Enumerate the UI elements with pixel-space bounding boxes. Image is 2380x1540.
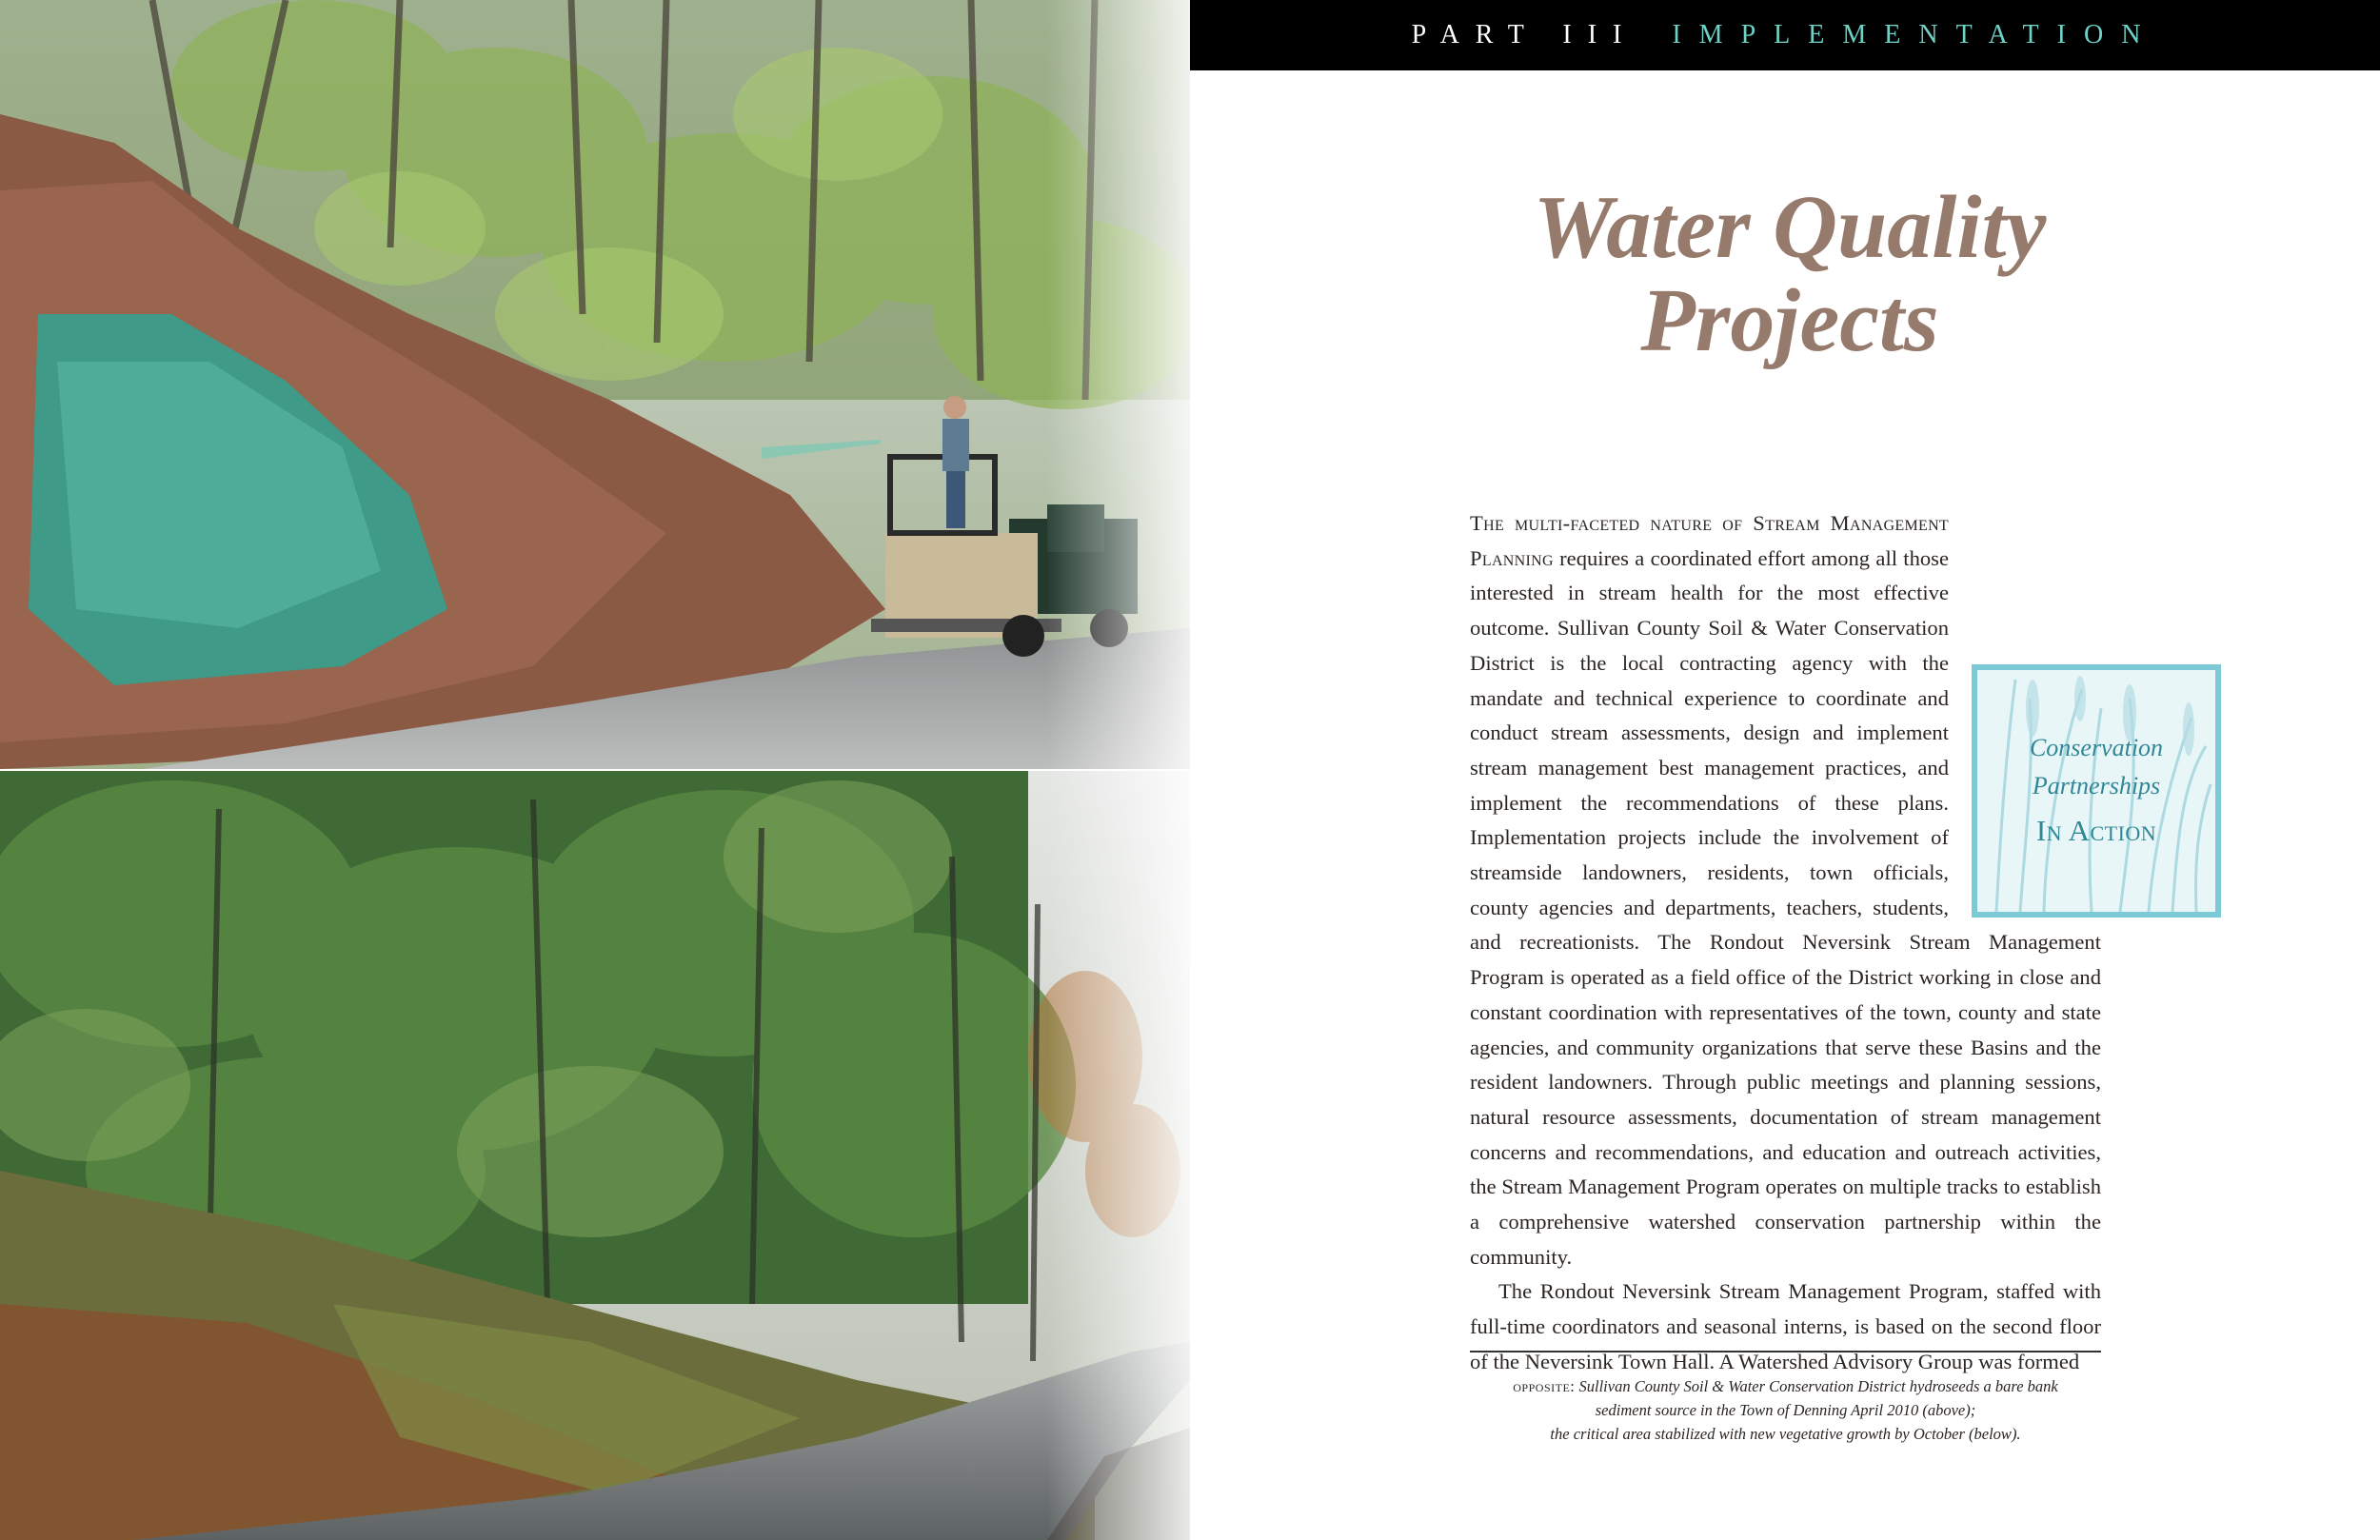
conservation-partnerships-badge bbox=[1972, 664, 2221, 918]
badge-line-2: Partnerships bbox=[2032, 772, 2161, 800]
badge-line-3: In Action bbox=[2035, 814, 2157, 847]
caption-line-3: the critical area stabilized with new vegetative growth by October (below). bbox=[1550, 1425, 2021, 1443]
header-section-label: IMPLEMENTATION bbox=[1672, 20, 2159, 49]
caption-line-1 bbox=[1470, 1374, 2101, 1398]
paragraph-2: The Rondout Neversink Stream Management Program, staffed with full-time coordinators and seasonal interns, is based on the second floor of the Neversink Town Hall. A Watershed Advisory Group was formed bbox=[1470, 1279, 2101, 1373]
body-text bbox=[1470, 506, 2164, 1380]
photo-caption bbox=[1470, 1374, 2101, 1446]
caption-line-2: sediment source in the Town of Denning April 2010 (above); bbox=[1595, 1401, 1976, 1419]
badge-text bbox=[1977, 729, 2215, 855]
stabilized-slope-photo-illustration bbox=[0, 771, 1190, 1540]
hydroseeding-photo-illustration bbox=[0, 0, 1190, 769]
page-title-line-1: Water Quality bbox=[1533, 178, 2047, 277]
stabilized-slope-photo bbox=[0, 771, 1190, 1540]
badge-float-wrapper bbox=[1972, 664, 2223, 919]
caption-divider bbox=[1470, 1351, 2101, 1352]
paragraph-1-lead: The multi-faceted nature of Stream Management Planning bbox=[1470, 511, 1949, 570]
hydroseeding-photo bbox=[0, 0, 1190, 769]
page-title-line-2: Projects bbox=[1640, 271, 1939, 370]
page-title bbox=[1428, 178, 2152, 370]
paragraph-1-text: requires a coordinated effort among all those interested in stream health for the most effective outcome. Sullivan County Soil & Water Conservation District is the local contracting agency with the mandate and technical experience to coordinate and conduct stream assessments, design and implement stream management best management practices, and implement the recommendations of these plans. Implementation projects include the involvement of streamside landowners, residents, town officials, county agencies and departments, teachers, students, and recreationists. The Rondout Neversink Stream Management Program is operated as a field office of the District working in close and constant coordination with representatives of the town, county and state agencies, and community organizations that serve these Basins and the resident landowners. Through public meetings and planning sessions, natural resource assessments, documentation of stream management concerns and recommendations, and education and outreach activities, the Stream Management Program operates on multiple tracks to establish a comprehensive watershed conservation partnership within the community. bbox=[1470, 545, 2101, 1269]
badge-line-1: Conservation bbox=[2029, 734, 2164, 761]
caption-text-1: Sullivan County Soil & Water Conservation District hydroseeds a bare bank bbox=[1575, 1377, 2058, 1395]
section-header-bar bbox=[1190, 0, 2380, 70]
header-part-label: PART III bbox=[1411, 20, 1638, 49]
caption-lead: opposite: bbox=[1513, 1377, 1576, 1395]
